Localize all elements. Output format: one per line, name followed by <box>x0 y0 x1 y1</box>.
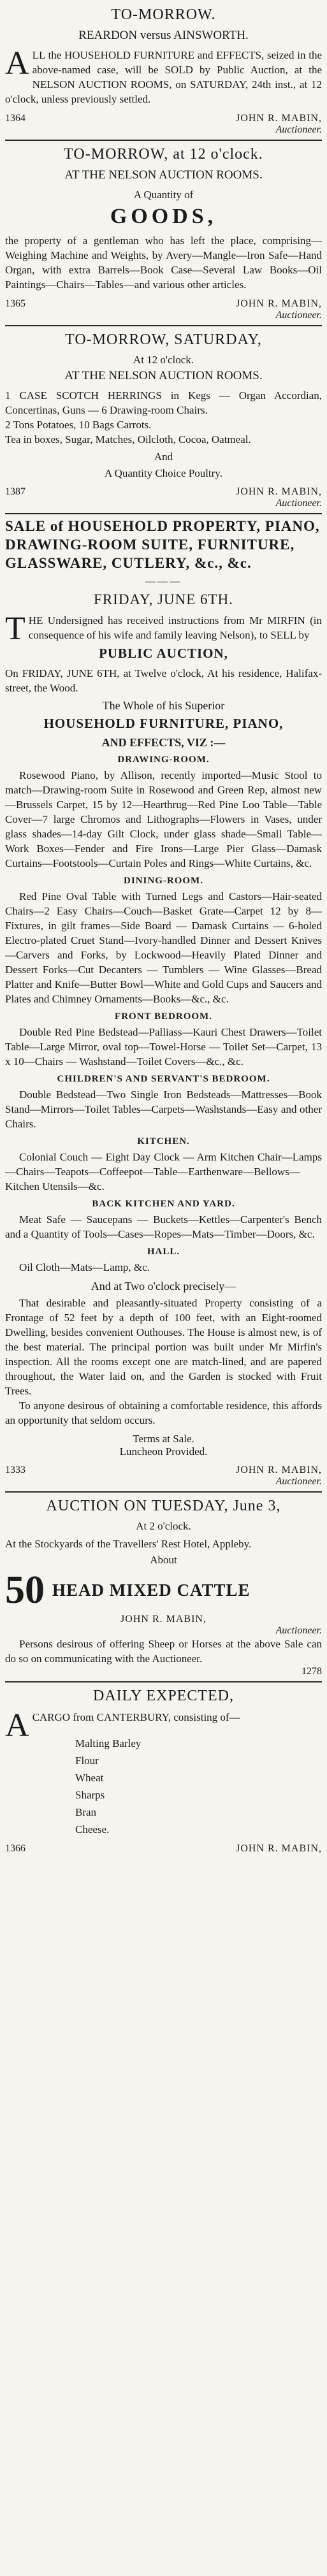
section-heading: DRAWING-ROOM. <box>117 755 210 765</box>
ad-goods <box>5 141 322 326</box>
ad-item: Tea in boxes, Sugar, Matches, Oilcloth, Cocoa, Oatmeal. <box>5 433 251 445</box>
section-text: Oil Cloth—Mats—Lamp, &c. <box>19 1261 150 1273</box>
terms: Terms at Sale. <box>133 1433 194 1445</box>
ad-item: 1 CASE SCOTCH HERRINGS in Kegs — Organ Accordian, Concertinas, Guns — 6 Drawing-room Chairs. <box>5 389 322 416</box>
section-text: Meat Safe — Saucepans — Buckets—Kettles—Carpenter's Bench and a Quantity of Tools—Cases—Ropes—Mats—Timber—Doors, &c. <box>5 1213 322 1240</box>
ad-number: 1366 <box>5 1843 25 1854</box>
ad-signature <box>5 486 322 509</box>
ad-header: TO-MORROW. <box>111 6 216 23</box>
auctioneer-name: JOHN R. MABIN, <box>236 1465 322 1475</box>
section-text: Red Pine Oval Table with Turned Legs and Castors—Hair-seated Chairs—2 Easy Chairs—Couch—Basket Grate—Carpet 12 by 8—Fixtures, in gilt frames—Side Board — Damask Curtains — 6-holed Electro-plated Cruet Stand—Ivory-handled Dinner and Dessert Knives—Carvers and Forks, by Lockwood—Heavily Plated Dinner and Dessert Forks—Cut Decanters — Tumblers — Wine Glasses—Bread Platter and Knife—Butter Bowl—White and Gold Cups and Saucers and Plates and Chimney Ornaments—Books—&c., &c. <box>5 890 322 1005</box>
ad-whole: The Whole of his Superior <box>102 699 225 712</box>
section-text: Rosewood Piano, by Allison, recently imported—Music Stool to match—Drawing-room Suite in Rosewood and Green Rep, almost new—Brussels Carpet, 15 by 12—Hearthrug—Red Pine Loo Table—Table Cover—7 large Chromos and Lithographs—Flowers in Vases, under glass shades—14-day Gilt Clock, under glass shade—Small Table—Work Boxes—Fender and Fire Irons—Large Pier Glass—Damask Curtains—Footstools—Curtain Poles and Rings—White Curtains, &c. <box>5 769 322 869</box>
ad-signature <box>5 113 322 136</box>
auctioneer-title: Auctioneer. <box>275 310 322 321</box>
ad-daily-expected <box>5 1682 322 1858</box>
ad-and-effects: AND EFFECTS, VIZ :— <box>101 736 226 749</box>
ad-note: Persons desirous of offering Sheep or Horses at the above Sale can do so on communicating with the Auctioneer. <box>5 1638 322 1665</box>
ad-time: At 2 o'clock. <box>136 1520 191 1532</box>
ad-location: AT THE NELSON AUCTION ROOMS. <box>64 369 263 382</box>
ad-signature <box>5 298 322 321</box>
auctioneer-name: JOHN R. MABIN, <box>120 1614 207 1624</box>
ad-header: DAILY EXPECTED, <box>92 1688 234 1704</box>
ad-number: 1278 <box>302 1666 322 1677</box>
ad-item: And <box>154 451 173 463</box>
ad-number: 1387 <box>5 486 25 497</box>
section-text: Colonial Couch — Eight Day Clock — Arm Kitchen Chair—Lamps—Chairs—Teapots—Coffeepot—Table—Earthenware—Bellows—Kitchen Utensils—&c. <box>5 1151 322 1192</box>
auctioneer-name: JOHN R. MABIN, <box>236 113 322 124</box>
section-heading: FRONT BEDROOM. <box>115 1011 212 1022</box>
divider: ——— <box>145 576 182 587</box>
ad-about: About <box>150 1554 177 1566</box>
closing-text: To anyone desirous of obtaining a comfortable residence, this affords an opportunity that seldom occurs. <box>5 1400 322 1426</box>
ad-header: TO-MORROW, at 12 o'clock. <box>64 146 263 163</box>
section-text: Double Bedstead—Two Single Iron Bedsteads—Mattresses—Book Stand—Mirrors—Toilet Tables—Carpets—Washstands—Easy and other Chairs. <box>5 1089 322 1130</box>
cargo-item: Wheat <box>75 1772 104 1784</box>
cattle-description: HEAD MIXED CATTLE <box>52 1580 251 1600</box>
ad-header: TO-MORROW, SATURDAY, <box>65 331 262 348</box>
ad-item: A Quantity Choice Poultry. <box>105 467 222 479</box>
section-heading: HALL. <box>147 1247 180 1257</box>
ad-cattle-auction <box>5 1493 322 1682</box>
auctioneer-title: Auctioneer. <box>275 498 322 509</box>
ad-number: 1333 <box>5 1465 25 1475</box>
ad-header: AUCTION ON TUESDAY, June 3, <box>46 1498 281 1514</box>
ad-headline: SALE of HOUSEHOLD PROPERTY, PIANO, DRAWING-ROOM SUITE, FURNITURE, GLASSWARE, CUTLERY, &c., &c. <box>5 518 320 571</box>
ad-number: 1364 <box>5 113 25 124</box>
ad-body: ALL the HOUSEHOLD FURNITURE and EFFECTS, seized in the above-named case, will be SOLD by Public Auction, at the NELSON AUCTION ROOMS, on SATURDAY, 24th inst., at 12 o'clock, unless previously settled. <box>5 45 322 105</box>
ad-location: AT THE NELSON AUCTION ROOMS. <box>64 168 263 182</box>
auctioneer-title: Auctioneer. <box>275 124 322 135</box>
auctioneer-title: Auctioneer. <box>275 1476 322 1487</box>
cargo-item: Malting Barley <box>75 1737 142 1749</box>
section-text: Double Red Pine Bedstead—Palliass—Kauri Chest Drawers—Toilet Table—Large Mirror, oval top—Towel-Horse — Toilet Set—Carpet, 13 x 10—Chairs — Washstand—Toilet Covers—&c., &c. <box>5 1026 322 1067</box>
ad-reardon-ainsworth <box>5 1 322 141</box>
ad-number: 1365 <box>5 298 25 309</box>
section-heading: KITCHEN. <box>137 1136 190 1147</box>
section-heading: BACK KITCHEN AND YARD. <box>92 1199 235 1209</box>
auctioneer-title: Auctioneer. <box>275 1625 322 1636</box>
ad-body: the property of a gentleman who has left the place, comprising—Weighing Machine and Weights, by Avery—Mangle—Iron Safe—Hand Organ, with extra Barrels—Book Case—Several Law Books—Oil Paintings—Chairs—Tables—and various other articles. <box>5 235 322 291</box>
cargo-item: Sharps <box>75 1789 105 1801</box>
ad-quantity: A Quantity of <box>133 189 194 201</box>
section-heading: CHILDREN'S AND SERVANT'S BEDROOM. <box>57 1074 270 1084</box>
luncheon: Luncheon Provided. <box>119 1445 208 1458</box>
cargo-item: Cheese. <box>75 1823 110 1835</box>
ad-title-line: HOUSEHOLD FURNITURE, PIANO, <box>43 716 284 731</box>
ad-signature <box>5 1465 322 1487</box>
cattle-line <box>5 1570 322 1610</box>
property-text: That desirable and pleasantly-situated Property consisting of a Frontage of 52 feet by a depth of 100 feet, with an Eight-roomed Dwelling, besides convenient Outhouses. The House is almost new, is of the best material. The principal portion was built under Mr Mirfin's inspection. All the rooms except one are match-lined, and are papered throughout, the Water laid on, and the Garden is stocked with Fruit Trees. <box>5 1297 322 1397</box>
section-heading: DINING-ROOM. <box>124 876 203 886</box>
ad-saturday-sale <box>5 326 322 514</box>
property-intro: And at Two o'clock precisely— <box>91 1280 236 1292</box>
ad-household-property <box>5 514 322 1493</box>
ad-location: At the Stockyards of the Travellers' Rest Hotel, Appleby. <box>5 1538 252 1550</box>
ad-intro: THE Undersigned has received instructions from Mr MIRFIN (in consequence of his wife and family leaving Nelson), to SELL by <box>5 611 322 647</box>
ad-auction-title: PUBLIC AUCTION, <box>99 646 228 661</box>
auctioneer-name: JOHN R. MABIN, <box>236 298 322 309</box>
ad-when: On FRIDAY, JUNE 6TH, at Twelve o'clock, At his residence, Halifax-street, the Wood. <box>5 667 322 694</box>
auctioneer-name: JOHN R. MABIN, <box>236 486 322 497</box>
ad-time: At 12 o'clock. <box>133 354 194 366</box>
ad-goods-title: GOODS, <box>110 205 217 228</box>
ad-date: FRIDAY, JUNE 6TH. <box>94 591 233 607</box>
ad-subhead: REARDON versus AINSWORTH. <box>78 29 249 42</box>
cargo-item: Bran <box>75 1806 97 1818</box>
ad-signature <box>5 1843 322 1855</box>
ad-item: 2 Tons Potatoes, 10 Bags Carrots. <box>5 419 152 431</box>
cattle-count: 50 <box>5 1568 45 1612</box>
auctioneer-name: JOHN R. MABIN, <box>236 1843 322 1854</box>
ad-intro: ACARGO from CANTERBURY, consisting of— <box>5 1707 240 1744</box>
cargo-item: Flour <box>75 1755 99 1767</box>
